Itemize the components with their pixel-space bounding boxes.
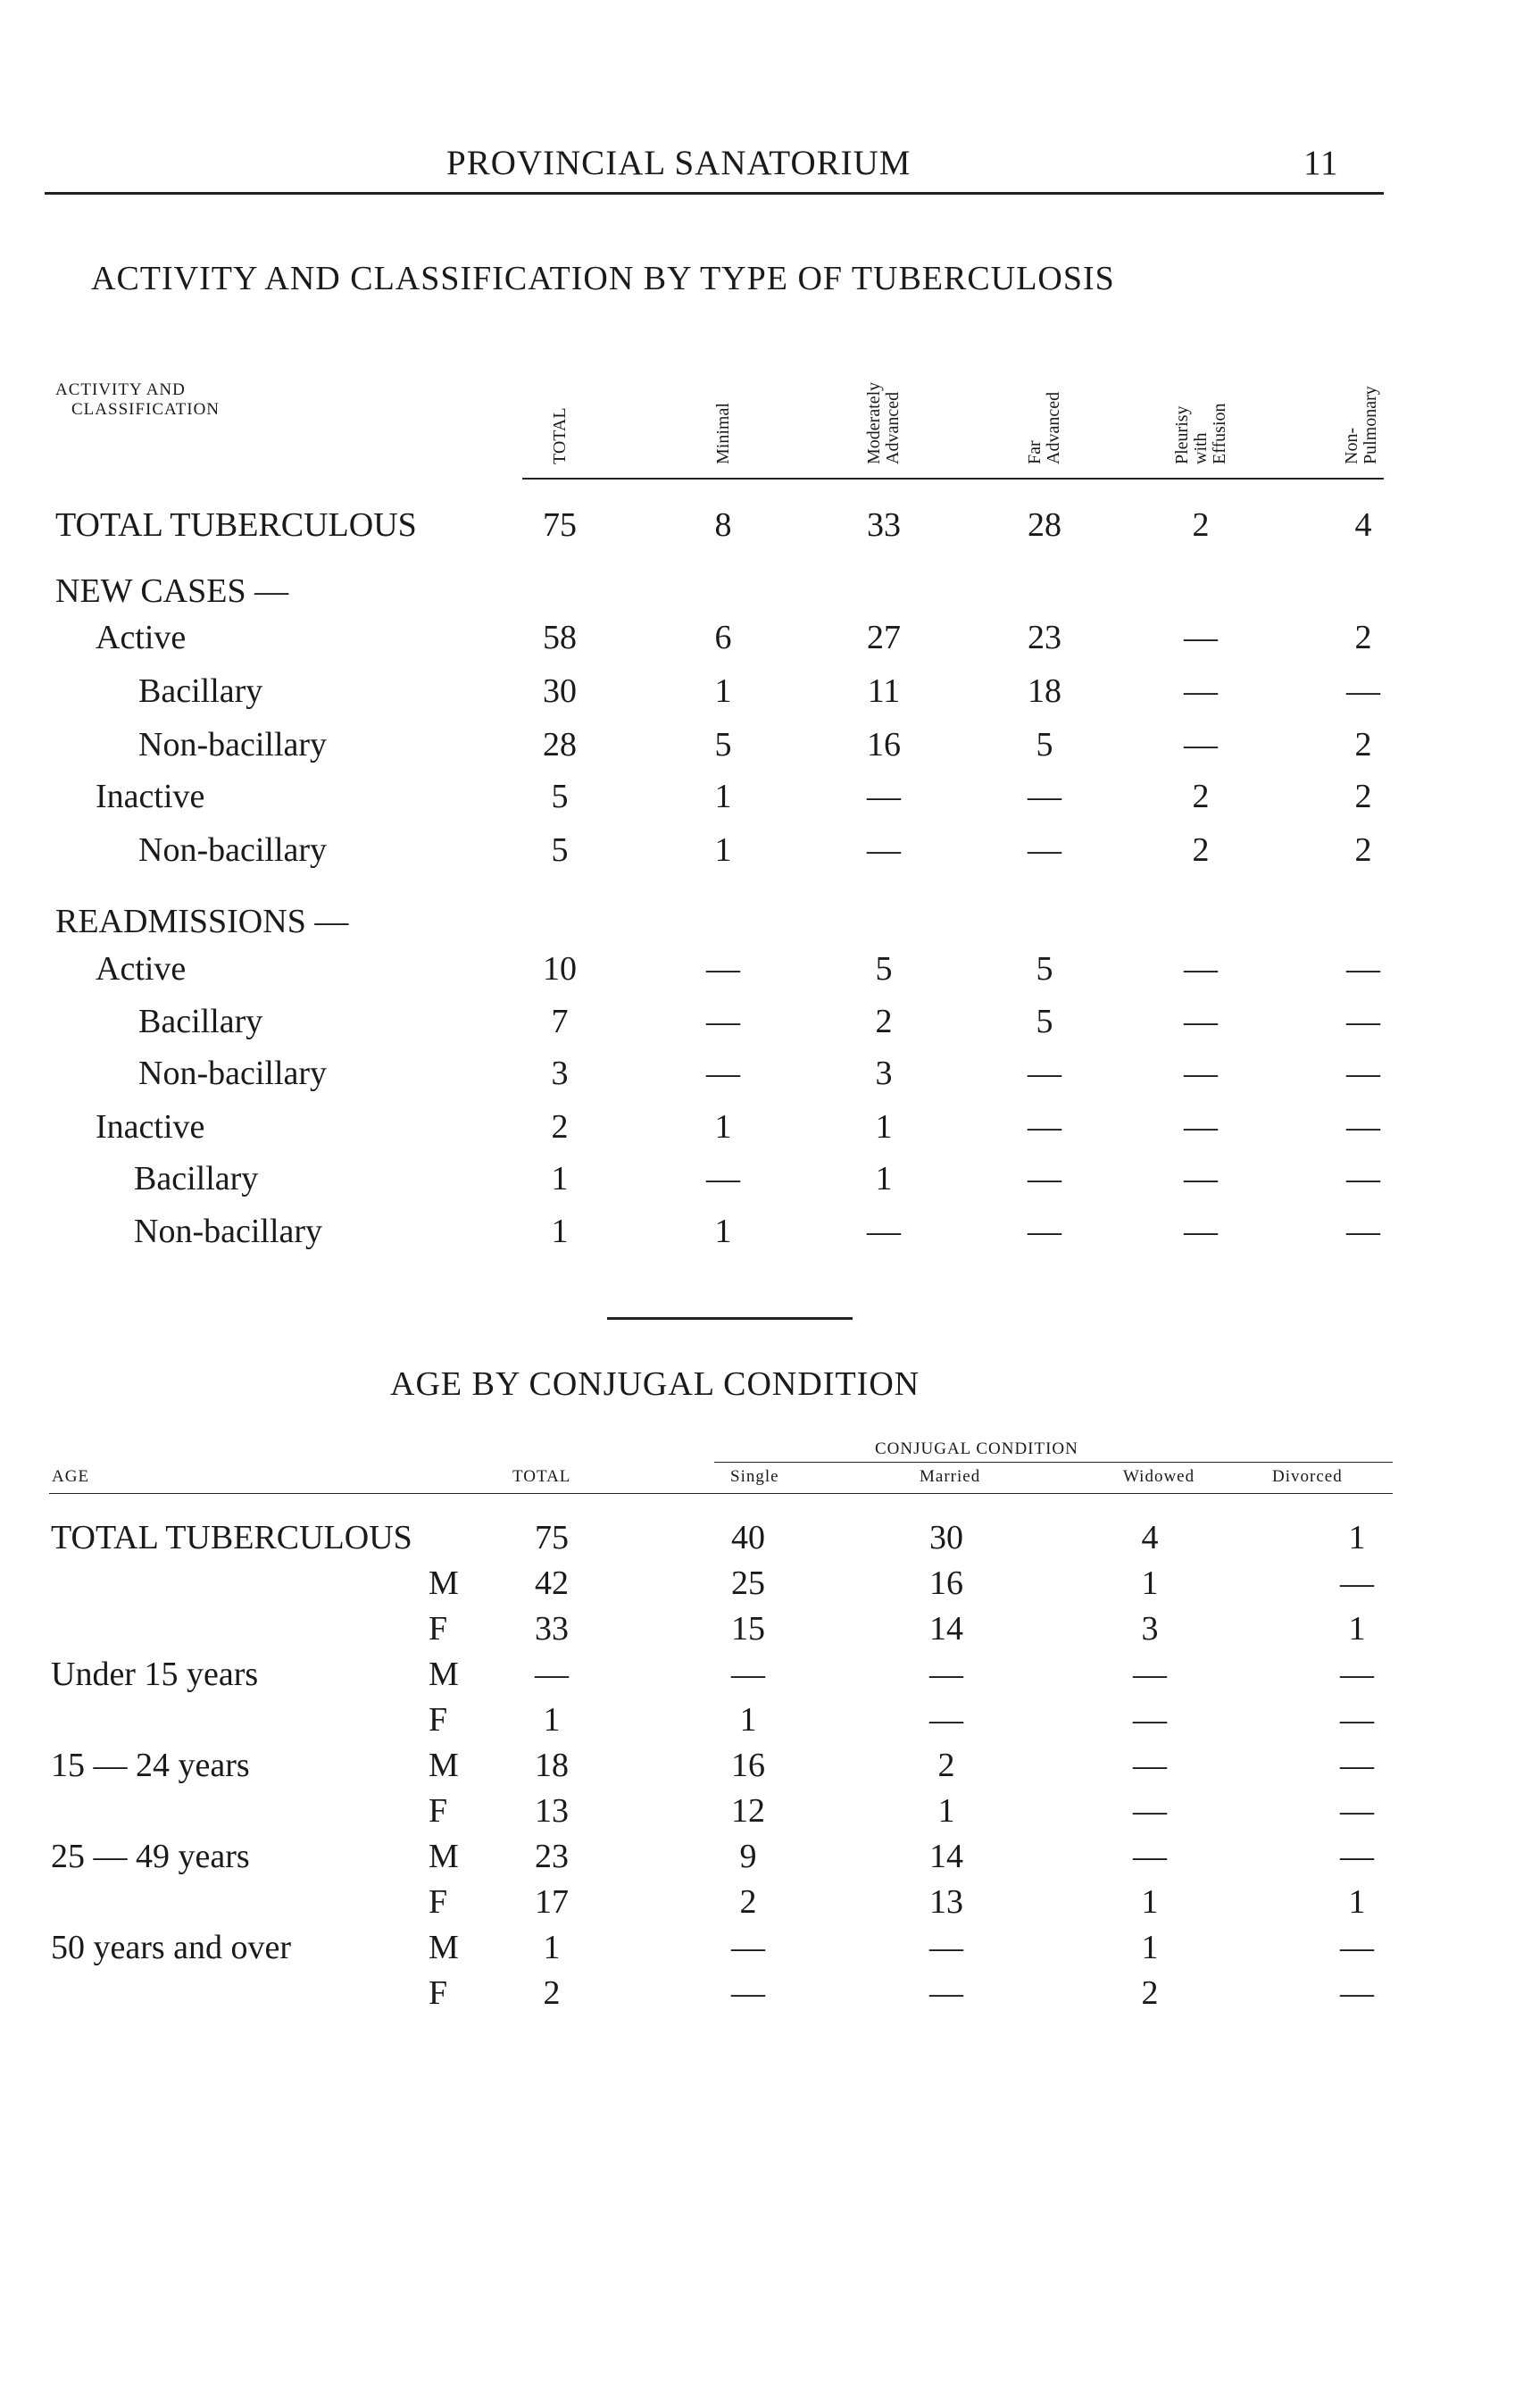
table1-cell: — [706, 1160, 740, 1197]
table2-cell: — [929, 1929, 963, 1966]
table1-cell: — [867, 778, 901, 815]
table2-col-header-married: Married [920, 1467, 981, 1486]
table1-cell: — [1184, 1213, 1218, 1250]
table1-cell: 2 [1354, 831, 1372, 869]
table2-cell: 1 [543, 1929, 561, 1966]
table1-cell: — [1184, 1160, 1218, 1197]
page-number: 11 [1303, 144, 1339, 182]
table1-cell: 1 [875, 1108, 893, 1146]
table1-cell: 1 [714, 1213, 732, 1250]
table1-cell: — [1028, 831, 1061, 869]
table1-cell: 5 [1036, 726, 1053, 763]
table1-cell: 23 [1028, 619, 1061, 656]
table2-cell: — [1340, 1838, 1374, 1875]
table2-cell: — [1133, 1838, 1167, 1875]
table1-cell: 8 [714, 506, 732, 544]
table1-cell: 16 [867, 726, 901, 763]
table1-cell: 11 [867, 672, 901, 710]
table1-cell: 1 [875, 1160, 893, 1197]
table1-header-rule [522, 478, 1384, 480]
table1-cell: 1 [551, 1160, 569, 1197]
table2-cell: 16 [929, 1564, 963, 1602]
table1-cell: 5 [551, 831, 569, 869]
table1-row-label: TOTAL TUBERCULOUS [55, 506, 417, 544]
table2-cell: — [535, 1656, 569, 1693]
table2-cell: 1 [937, 1792, 955, 1830]
table1-row-label: Active [96, 950, 187, 988]
table2-col-header-divorced: Divorced [1272, 1467, 1343, 1486]
table2-cell: — [1340, 1564, 1374, 1602]
table2-cell: 2 [1141, 1974, 1159, 2012]
table1-cell: — [1346, 950, 1380, 988]
table1-col-header-4-line-2: Effusion [1209, 403, 1229, 464]
table2-cell: — [731, 1974, 765, 2012]
table1-cell: — [1184, 1108, 1218, 1146]
table2-cell: 25 [731, 1564, 765, 1602]
table1-stub-header-1: ACTIVITY AND [55, 380, 186, 399]
table2-cell: 1 [1348, 1883, 1366, 1921]
table2-total-header: TOTAL [512, 1467, 571, 1486]
table2-sex-label: M [429, 1564, 459, 1602]
table1-cell: — [1184, 726, 1218, 763]
table1-row-label: NEW CASES — [55, 572, 289, 610]
table2-cell: — [1340, 1701, 1374, 1739]
table1-cell: 2 [1354, 726, 1372, 763]
table1-cell: 3 [875, 1055, 893, 1092]
table1-cell: — [1028, 1055, 1061, 1092]
table1-cell: 4 [1354, 506, 1372, 544]
table2-row-label: Under 15 years [51, 1656, 259, 1693]
table1-row-label: Non-bacillary [138, 726, 328, 763]
table2-col-header-single: Single [730, 1467, 779, 1486]
table1-col-header-4-line-1: with [1190, 432, 1211, 464]
table1-cell: — [1346, 1213, 1380, 1250]
table1-cell: 2 [551, 1108, 569, 1146]
table1-cell: 28 [1028, 506, 1061, 544]
table1-col-header-5-line-0: Non- [1342, 427, 1361, 464]
table1-cell: — [706, 1055, 740, 1092]
head-rule [45, 192, 1384, 195]
table1-cell: — [706, 1003, 740, 1040]
table2-cell: 30 [929, 1519, 963, 1556]
table1-cell: 10 [543, 950, 577, 988]
table2-cell: 15 [731, 1610, 765, 1648]
table2-cell: 1 [1348, 1519, 1366, 1556]
table1-cell: 2 [1354, 778, 1372, 815]
table1-cell: 33 [867, 506, 901, 544]
table1-col-header-2-line-1: Advanced [883, 391, 903, 464]
table2-cell: — [1133, 1701, 1167, 1739]
table1-row-label: Bacillary [138, 672, 263, 710]
table2-sex-label: M [429, 1656, 459, 1693]
table1-cell: 18 [1028, 672, 1061, 710]
table2-group-header: CONJUGAL CONDITION [875, 1439, 1078, 1458]
table2-sex-label: F [429, 1701, 448, 1739]
table2-group-rule [714, 1462, 1393, 1463]
table1-cell: — [1346, 1003, 1380, 1040]
table2-cell: — [731, 1929, 765, 1966]
section-divider [607, 1317, 853, 1320]
table1-cell: 3 [551, 1055, 569, 1092]
table1-row-label: Bacillary [134, 1160, 259, 1197]
table2-title: AGE BY CONJUGAL CONDITION [390, 1365, 920, 1403]
table1-cell: 1 [714, 672, 732, 710]
table2-cell: — [1340, 1792, 1374, 1830]
table2-cell: — [1340, 1747, 1374, 1784]
table1-cell: 2 [1354, 619, 1372, 656]
table1-row-label: Active [96, 619, 187, 656]
table2-cell: 42 [535, 1564, 569, 1602]
table1-cell: 58 [543, 619, 577, 656]
table1-cell: 75 [543, 506, 577, 544]
table1-cell: — [1028, 1108, 1061, 1146]
table2-cell: — [929, 1656, 963, 1693]
table2-cell: 1 [1141, 1883, 1159, 1921]
table1-title: ACTIVITY AND CLASSIFICATION BY TYPE OF TUBERCULOSIS [91, 260, 1115, 297]
table1-cell: 5 [875, 950, 893, 988]
table2-cell: — [731, 1656, 765, 1693]
table1-cell: 6 [714, 619, 732, 656]
table1-cell: — [867, 1213, 901, 1250]
table2-sex-label: F [429, 1883, 448, 1921]
table2-cell: — [1133, 1792, 1167, 1830]
table2-sex-label: F [429, 1974, 448, 2012]
table1-col-header-0-line-0: TOTAL [549, 407, 570, 464]
table2-cell: — [1340, 1929, 1374, 1966]
table2-cell: — [929, 1974, 963, 2012]
table1-col-header-4-line-0: Pleurisy [1171, 405, 1192, 464]
table2-cell: 14 [929, 1838, 963, 1875]
table1-cell: 7 [551, 1003, 569, 1040]
table1-row-label: Non-bacillary [134, 1213, 323, 1250]
table1-cell: — [1028, 1213, 1061, 1250]
table2-sex-label: M [429, 1838, 459, 1875]
table2-row-label: 25 — 49 years [51, 1838, 250, 1875]
table2-cell: 14 [929, 1610, 963, 1648]
table2-col-header-widowed: Widowed [1123, 1467, 1195, 1486]
table2-cell: 12 [731, 1792, 765, 1830]
table1-row-label: Inactive [96, 1108, 205, 1146]
table1-cell: 2 [1192, 778, 1210, 815]
table1-cell: — [1184, 1003, 1218, 1040]
table2-cell: 33 [535, 1610, 569, 1648]
table1-cell: 30 [543, 672, 577, 710]
table1-cell: 1 [714, 778, 732, 815]
table1-row-label: Non-bacillary [138, 1055, 328, 1092]
table1-row-label: Bacillary [138, 1003, 263, 1040]
table1-cell: — [1184, 950, 1218, 988]
table2-cell: — [929, 1701, 963, 1739]
table2-sex-label: F [429, 1610, 448, 1648]
table1-cell: — [1346, 1108, 1380, 1146]
table1-row-label: READMISSIONS — [55, 903, 349, 940]
table1-cell: 5 [551, 778, 569, 815]
table2-cell: 4 [1141, 1519, 1159, 1556]
table1-cell: 5 [714, 726, 732, 763]
table1-cell: — [1028, 1160, 1061, 1197]
table1-cell: 28 [543, 726, 577, 763]
table2-cell: — [1133, 1747, 1167, 1784]
table1-col-header-2-line-0: Moderately [864, 381, 884, 464]
table2-cell: 1 [1348, 1610, 1366, 1648]
table1-row-label: Inactive [96, 778, 205, 815]
table1-cell: 1 [714, 831, 732, 869]
table1-cell: — [1184, 1055, 1218, 1092]
table2-row-label: TOTAL TUBERCULOUS [51, 1519, 412, 1556]
table2-cell: 1 [1141, 1564, 1159, 1602]
table1-cell: 2 [875, 1003, 893, 1040]
table2-cell: 1 [739, 1701, 757, 1739]
table2-cell: 17 [535, 1883, 569, 1921]
table2-sex-label: M [429, 1929, 459, 1966]
table2-age-header: AGE [52, 1467, 90, 1486]
table1-stub-header-2: CLASSIFICATION [71, 400, 221, 419]
table1-cell: — [1346, 672, 1380, 710]
table2-cell: 75 [535, 1519, 569, 1556]
table2-cell: 40 [731, 1519, 765, 1556]
table2-cell: — [1133, 1656, 1167, 1693]
table1-col-header-3-line-1: Advanced [1044, 391, 1063, 464]
table2-cell: 1 [1141, 1929, 1159, 1966]
table2-cell: 18 [535, 1747, 569, 1784]
table2-row-label: 50 years and over [51, 1929, 292, 1966]
table2-cell: 2 [543, 1974, 561, 2012]
table1-cell: — [1184, 672, 1218, 710]
table1-cell: 2 [1192, 831, 1210, 869]
table2-cell: 23 [535, 1838, 569, 1875]
table1-cell: 5 [1036, 950, 1053, 988]
table1-cell: — [867, 831, 901, 869]
table2-cell: 3 [1141, 1610, 1159, 1648]
running-head: PROVINCIAL SANATORIUM [446, 144, 912, 182]
table1-cell: 5 [1036, 1003, 1053, 1040]
table2-cell: 2 [739, 1883, 757, 1921]
table1-col-header-1-line-0: Minimal [712, 403, 733, 464]
table1-cell: — [1184, 619, 1218, 656]
table2-cell: — [1340, 1974, 1374, 2012]
table1-row-label: Non-bacillary [138, 831, 328, 869]
table1-col-header-3-line-0: Far [1025, 440, 1045, 464]
table2-cell: 9 [739, 1838, 757, 1875]
table1-cell: 1 [714, 1108, 732, 1146]
table1-cell: — [1028, 778, 1061, 815]
table1-cell: — [1346, 1055, 1380, 1092]
table2-row-label: 15 — 24 years [51, 1747, 250, 1784]
table2-cell: 13 [929, 1883, 963, 1921]
table2-cell: 16 [731, 1747, 765, 1784]
table1-cell: — [1346, 1160, 1380, 1197]
table2-cell: 2 [937, 1747, 955, 1784]
table2-cell: 1 [543, 1701, 561, 1739]
table2-cell: — [1340, 1656, 1374, 1693]
table2-sex-label: F [429, 1792, 448, 1830]
table1-cell: — [706, 950, 740, 988]
table1-cell: 2 [1192, 506, 1210, 544]
table1-cell: 27 [867, 619, 901, 656]
table1-cell: 1 [551, 1213, 569, 1250]
table2-cell: 13 [535, 1792, 569, 1830]
table1-col-header-5-line-1: Pulmonary [1361, 386, 1380, 464]
table2-header-rule [49, 1493, 1393, 1494]
table2-sex-label: M [429, 1747, 459, 1784]
